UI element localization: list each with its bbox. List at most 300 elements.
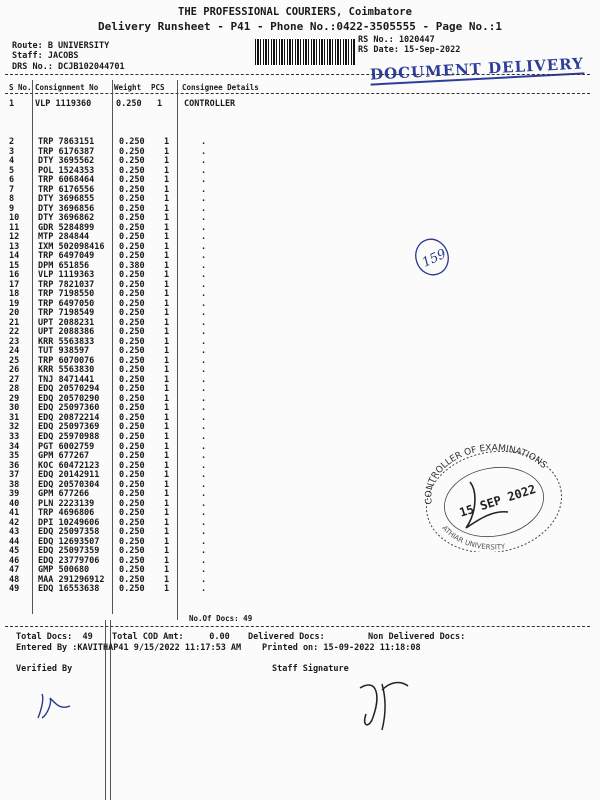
row-pcs: 1 xyxy=(164,460,170,471)
header-divider-top xyxy=(5,74,590,75)
total-cod: Total COD Amt: 0.00 xyxy=(112,632,230,642)
row-weight: 0.250 xyxy=(119,422,145,433)
row-sno: 22 xyxy=(9,327,20,338)
row-sno: 30 xyxy=(9,403,20,414)
row-details: . xyxy=(201,441,207,452)
row-sno: 7 xyxy=(9,184,15,195)
table-row xyxy=(0,519,231,529)
row-sno: 29 xyxy=(9,393,20,404)
table-row xyxy=(0,243,231,253)
row-consignment: TRP 4696806 xyxy=(38,508,95,519)
row-consignment: EDQ 20570294 xyxy=(38,384,100,395)
row-consignment: DTY 3695562 xyxy=(38,156,95,167)
row-weight: 0.250 xyxy=(119,470,145,481)
col-weight: Weight xyxy=(114,83,142,92)
row-pcs: 1 xyxy=(164,546,170,557)
row-sno: 38 xyxy=(9,479,20,490)
table-row xyxy=(0,414,231,424)
row-pcs: 1 xyxy=(164,574,170,585)
row-consignment: MTP 284844 xyxy=(38,232,90,243)
row-pcs: 1 xyxy=(164,194,170,205)
row-consignment: VLP 1119363 xyxy=(38,270,95,281)
col-sno: S No. xyxy=(9,83,32,92)
row-pcs: 1 xyxy=(164,374,170,385)
row-weight: 0.250 xyxy=(119,194,145,205)
row-pcs: 1 xyxy=(164,175,170,186)
row-sno: 5 xyxy=(9,165,15,176)
row-pcs: 1 xyxy=(164,270,170,281)
first-row-details: CONTROLLER xyxy=(184,99,236,109)
row-pcs: 1 xyxy=(164,213,170,224)
row-pcs: 1 xyxy=(164,527,170,538)
row-consignment: PLN 2223139 xyxy=(38,498,95,509)
row-pcs: 1 xyxy=(164,146,170,157)
row-weight: 0.250 xyxy=(119,584,145,595)
table-row xyxy=(0,157,231,167)
row-weight: 0.250 xyxy=(119,251,145,262)
row-consignment: EDQ 23779706 xyxy=(38,555,100,566)
row-sno: 18 xyxy=(9,289,20,300)
row-consignment: IXM 502098416 xyxy=(38,241,105,252)
table-row xyxy=(0,528,231,538)
row-sno: 14 xyxy=(9,251,20,262)
row-details: . xyxy=(201,146,207,157)
row-sno: 35 xyxy=(9,451,20,462)
row-weight: 0.250 xyxy=(119,479,145,490)
row-sno: 9 xyxy=(9,203,15,214)
table-row xyxy=(0,214,231,224)
row-sno: 4 xyxy=(9,156,15,167)
row-details: . xyxy=(201,470,207,481)
row-details: . xyxy=(201,555,207,566)
row-details: . xyxy=(201,393,207,404)
row-details: . xyxy=(201,270,207,281)
table-row xyxy=(0,366,231,376)
row-pcs: 1 xyxy=(164,203,170,214)
row-consignment: GDR 5284899 xyxy=(38,222,95,233)
svg-text:CONTROLLER OF EXAMINATIONS: CONTROLLER OF EXAMINATIONS xyxy=(424,443,549,505)
row-sno: 37 xyxy=(9,470,20,481)
rs-number: RS No.: 1020447 xyxy=(358,35,435,45)
staff-label: Staff: JACOBS xyxy=(12,51,79,61)
row-sno: 2 xyxy=(9,137,15,147)
barcode xyxy=(255,39,355,65)
row-weight: 0.250 xyxy=(119,527,145,538)
row-consignment: MAA 291296912 xyxy=(38,574,105,585)
first-row-weight: 0.250 xyxy=(116,99,142,109)
row-pcs: 1 xyxy=(164,393,170,404)
row-pcs: 1 xyxy=(164,489,170,500)
row-consignment: PGT 6002759 xyxy=(38,441,95,452)
row-details: . xyxy=(201,336,207,347)
table-row xyxy=(0,205,231,215)
row-details: . xyxy=(201,251,207,262)
row-pcs: 1 xyxy=(164,336,170,347)
row-details: . xyxy=(201,412,207,423)
row-details: . xyxy=(201,194,207,205)
printed-on: Printed on: 15-09-2022 11:18:08 xyxy=(262,643,421,653)
row-consignment: POL 1524353 xyxy=(38,165,95,176)
table-row xyxy=(0,252,231,262)
row-consignment: TRP 7198549 xyxy=(38,308,95,319)
row-details: . xyxy=(201,584,207,595)
row-consignment: TRP 6497050 xyxy=(38,298,95,309)
row-pcs: 1 xyxy=(164,479,170,490)
row-weight: 0.250 xyxy=(119,175,145,186)
verified-by: Verified By xyxy=(16,664,73,674)
row-consignment: TNJ 8471441 xyxy=(38,374,95,385)
row-pcs: 1 xyxy=(164,422,170,433)
row-details: . xyxy=(201,422,207,433)
footer-divider xyxy=(5,626,590,627)
row-details: . xyxy=(201,213,207,224)
row-sno: 31 xyxy=(9,412,20,423)
row-pcs: 1 xyxy=(164,327,170,338)
svg-text:ATHIAR UNIVERSITY: ATHIAR UNIVERSITY xyxy=(440,524,506,552)
row-weight: 0.250 xyxy=(119,327,145,338)
row-sno: 42 xyxy=(9,517,20,528)
row-sno: 45 xyxy=(9,546,20,557)
row-pcs: 1 xyxy=(164,137,170,147)
row-consignment: KRR 5563833 xyxy=(38,336,95,347)
verifier-signature xyxy=(30,688,80,728)
table-row xyxy=(0,423,231,433)
row-weight: 0.380 xyxy=(119,260,145,271)
row-sno: 6 xyxy=(9,175,15,186)
row-weight: 0.250 xyxy=(119,555,145,566)
staff-signature xyxy=(352,664,412,734)
table-row xyxy=(0,376,231,386)
row-details: . xyxy=(201,279,207,290)
row-sno: 21 xyxy=(9,317,20,328)
row-consignment: TRP 7198550 xyxy=(38,289,95,300)
row-sno: 10 xyxy=(9,213,20,224)
row-details: . xyxy=(201,403,207,414)
col-details: Consignee Details xyxy=(182,83,259,92)
row-details: . xyxy=(201,517,207,528)
first-row-pcs: 1 xyxy=(157,99,163,109)
table-row xyxy=(0,404,231,414)
row-details: . xyxy=(201,508,207,519)
table-row xyxy=(0,471,231,481)
svg-text:15 SEP 2022: 15 SEP 2022 xyxy=(457,481,538,520)
row-consignment: UPT 2088231 xyxy=(38,317,95,328)
route-label: Route: B UNIVERSITY xyxy=(12,41,110,51)
row-weight: 0.250 xyxy=(119,403,145,414)
table-row xyxy=(0,538,231,548)
col-consignment: Consignment No xyxy=(35,83,99,92)
row-consignment: EDQ 20570290 xyxy=(38,393,100,404)
row-details: . xyxy=(201,384,207,395)
row-sno: 47 xyxy=(9,565,20,576)
row-details: . xyxy=(201,479,207,490)
row-sno: 44 xyxy=(9,536,20,547)
table-row xyxy=(0,357,231,367)
row-consignment: EDQ 20872214 xyxy=(38,412,100,423)
row-pcs: 1 xyxy=(164,241,170,252)
drs-number: DRS No.: DCJB102044701 xyxy=(12,62,125,72)
row-weight: 0.250 xyxy=(119,441,145,452)
table-row xyxy=(0,500,231,510)
row-pcs: 1 xyxy=(164,260,170,271)
table-row xyxy=(0,167,231,177)
row-pcs: 1 xyxy=(164,289,170,300)
row-sno: 15 xyxy=(9,260,20,271)
row-pcs: 1 xyxy=(164,355,170,366)
row-sno: 3 xyxy=(9,146,15,157)
row-pcs: 1 xyxy=(164,498,170,509)
row-pcs: 1 xyxy=(164,165,170,176)
table-row xyxy=(0,452,231,462)
row-sno: 36 xyxy=(9,460,20,471)
row-weight: 0.250 xyxy=(119,460,145,471)
row-consignment: TRP 6497049 xyxy=(38,251,95,262)
row-details: . xyxy=(201,451,207,462)
row-pcs: 1 xyxy=(164,384,170,395)
row-details: . xyxy=(201,489,207,500)
row-sno: 41 xyxy=(9,508,20,519)
handwritten-number xyxy=(412,236,452,278)
row-sno: 40 xyxy=(9,498,20,509)
row-details: . xyxy=(201,222,207,233)
row-sno: 32 xyxy=(9,422,20,433)
row-weight: 0.250 xyxy=(119,184,145,195)
row-details: . xyxy=(201,308,207,319)
row-weight: 0.250 xyxy=(119,146,145,157)
row-weight: 0.250 xyxy=(119,355,145,366)
row-pcs: 1 xyxy=(164,317,170,328)
consignment-table xyxy=(0,138,231,595)
table-row xyxy=(0,395,231,405)
row-sno: 46 xyxy=(9,555,20,566)
row-details: . xyxy=(201,241,207,252)
row-weight: 0.250 xyxy=(119,489,145,500)
row-consignment: TRP 6068464 xyxy=(38,175,95,186)
row-weight: 0.250 xyxy=(119,412,145,423)
row-details: . xyxy=(201,165,207,176)
row-weight: 0.250 xyxy=(119,203,145,214)
staff-signature-label: Staff Signature xyxy=(272,664,349,674)
row-details: . xyxy=(201,365,207,376)
table-row xyxy=(0,481,231,491)
table-row xyxy=(0,338,231,348)
row-weight: 0.250 xyxy=(119,346,145,357)
row-details: . xyxy=(201,527,207,538)
row-consignment: DTY 3696862 xyxy=(38,213,95,224)
document-delivery-stamp: DOCUMENT DELIVERY xyxy=(369,54,585,84)
table-row xyxy=(0,224,231,234)
row-consignment: EDQ 25097369 xyxy=(38,422,100,433)
row-sno: 49 xyxy=(9,584,20,595)
row-weight: 0.250 xyxy=(119,137,145,147)
row-weight: 0.250 xyxy=(119,508,145,519)
row-details: . xyxy=(201,298,207,309)
row-weight: 0.250 xyxy=(119,536,145,547)
table-row xyxy=(0,443,231,453)
row-consignment: DPI 10249606 xyxy=(38,517,100,528)
row-pcs: 1 xyxy=(164,508,170,519)
row-weight: 0.250 xyxy=(119,517,145,528)
table-row xyxy=(0,262,231,272)
row-details: . xyxy=(201,203,207,214)
row-details: . xyxy=(201,355,207,366)
row-pcs: 1 xyxy=(164,251,170,262)
row-details: . xyxy=(201,260,207,271)
table-row xyxy=(0,300,231,310)
col-pcs: PCS xyxy=(151,83,165,92)
non-delivered-docs: Non Delivered Docs: xyxy=(368,632,466,642)
table-row xyxy=(0,195,231,205)
table-row xyxy=(0,319,231,329)
row-weight: 0.250 xyxy=(119,336,145,347)
delivered-docs: Delivered Docs: xyxy=(248,632,325,642)
row-sno: 20 xyxy=(9,308,20,319)
table-row xyxy=(0,347,231,357)
row-pcs: 1 xyxy=(164,470,170,481)
row-sno: 17 xyxy=(9,279,20,290)
table-row xyxy=(0,186,231,196)
row-consignment: EDQ 20142911 xyxy=(38,470,100,481)
total-docs: Total Docs: 49 xyxy=(16,632,93,642)
table-row xyxy=(0,176,231,186)
entered-by: Entered By :KAVITHAP41 9/15/2022 11:17:53 AM xyxy=(16,643,242,653)
row-details: . xyxy=(201,317,207,328)
table-row xyxy=(0,585,231,595)
row-consignment: KRR 5563830 xyxy=(38,365,95,376)
row-weight: 0.250 xyxy=(119,431,145,442)
table-row xyxy=(0,309,231,319)
row-sno: 8 xyxy=(9,194,15,205)
row-weight: 0.250 xyxy=(119,374,145,385)
row-consignment: UPT 2088386 xyxy=(38,327,95,338)
row-weight: 0.250 xyxy=(119,565,145,576)
no-of-docs: No.Of Docs: 49 xyxy=(189,614,253,623)
row-pcs: 1 xyxy=(164,346,170,357)
row-details: . xyxy=(201,232,207,243)
row-consignment: KOC 60472123 xyxy=(38,460,100,471)
row-details: . xyxy=(201,460,207,471)
table-row xyxy=(0,271,231,281)
row-weight: 0.250 xyxy=(119,365,145,376)
row-consignment: EDQ 12693507 xyxy=(38,536,100,547)
table-row xyxy=(0,566,231,576)
row-consignment: EDQ 25970988 xyxy=(38,431,100,442)
row-pcs: 1 xyxy=(164,412,170,423)
row-details: . xyxy=(201,327,207,338)
row-weight: 0.250 xyxy=(119,451,145,462)
row-sno: 13 xyxy=(9,241,20,252)
row-details: . xyxy=(201,536,207,547)
row-pcs: 1 xyxy=(164,365,170,376)
row-details: . xyxy=(201,346,207,357)
row-details: . xyxy=(201,546,207,557)
row-consignment: TUT 938597 xyxy=(38,346,90,357)
row-sno: 26 xyxy=(9,365,20,376)
rs-date: RS Date: 15-Sep-2022 xyxy=(358,45,461,55)
table-row xyxy=(0,385,231,395)
row-sno: 24 xyxy=(9,346,20,357)
table-row xyxy=(0,462,231,472)
row-weight: 0.250 xyxy=(119,279,145,290)
row-sno: 23 xyxy=(9,336,20,347)
row-sno: 28 xyxy=(9,384,20,395)
row-details: . xyxy=(201,498,207,509)
row-consignment: TRP 6176556 xyxy=(38,184,95,195)
row-consignment: DTY 3696856 xyxy=(38,203,95,214)
table-row xyxy=(0,281,231,291)
row-consignment: EDQ 16553638 xyxy=(38,584,100,595)
table-row xyxy=(0,509,231,519)
row-sno: 16 xyxy=(9,270,20,281)
row-details: . xyxy=(201,156,207,167)
row-weight: 0.250 xyxy=(119,289,145,300)
row-pcs: 1 xyxy=(164,222,170,233)
first-row-consignment: VLP 1119360 xyxy=(35,99,92,109)
table-row xyxy=(0,490,231,500)
row-weight: 0.250 xyxy=(119,241,145,252)
table-row xyxy=(0,290,231,300)
row-consignment: GPM 677266 xyxy=(38,489,90,500)
row-details: . xyxy=(201,289,207,300)
row-weight: 0.250 xyxy=(119,270,145,281)
row-consignment: DTY 3696855 xyxy=(38,194,95,205)
row-weight: 0.250 xyxy=(119,546,145,557)
consignment-rows xyxy=(0,138,231,595)
row-pcs: 1 xyxy=(164,403,170,414)
row-details: . xyxy=(201,574,207,585)
row-sno: 48 xyxy=(9,574,20,585)
row-sno: 19 xyxy=(9,298,20,309)
row-pcs: 1 xyxy=(164,184,170,195)
row-pcs: 1 xyxy=(164,451,170,462)
controller-seal xyxy=(418,432,568,552)
table-row xyxy=(0,233,231,243)
row-details: . xyxy=(201,431,207,442)
row-weight: 0.250 xyxy=(119,574,145,585)
row-pcs: 1 xyxy=(164,308,170,319)
row-details: . xyxy=(201,374,207,385)
row-weight: 0.250 xyxy=(119,384,145,395)
row-pcs: 1 xyxy=(164,279,170,290)
row-consignment: GMP 500680 xyxy=(38,565,90,576)
row-sno: 34 xyxy=(9,441,20,452)
row-pcs: 1 xyxy=(164,555,170,566)
table-row xyxy=(0,148,231,158)
table-row xyxy=(0,547,231,557)
row-pcs: 1 xyxy=(164,298,170,309)
row-pcs: 1 xyxy=(164,565,170,576)
row-sno: 25 xyxy=(9,355,20,366)
row-pcs: 1 xyxy=(164,536,170,547)
row-details: . xyxy=(201,137,207,147)
row-details: . xyxy=(201,184,207,195)
row-sno: 27 xyxy=(9,374,20,385)
row-consignment: TRP 6070076 xyxy=(38,355,95,366)
row-sno: 33 xyxy=(9,431,20,442)
table-row xyxy=(0,557,231,567)
row-consignment: EDQ 25097359 xyxy=(38,546,100,557)
row-consignment: DPM 651856 xyxy=(38,260,90,271)
row-weight: 0.250 xyxy=(119,165,145,176)
row-weight: 0.250 xyxy=(119,298,145,309)
table-row xyxy=(0,576,231,586)
row-weight: 0.250 xyxy=(119,213,145,224)
row-consignment: EDQ 20570304 xyxy=(38,479,100,490)
first-row-sno: 1 xyxy=(9,99,15,109)
row-weight: 0.250 xyxy=(119,232,145,243)
row-weight: 0.250 xyxy=(119,222,145,233)
row-consignment: TRP 7821037 xyxy=(38,279,95,290)
